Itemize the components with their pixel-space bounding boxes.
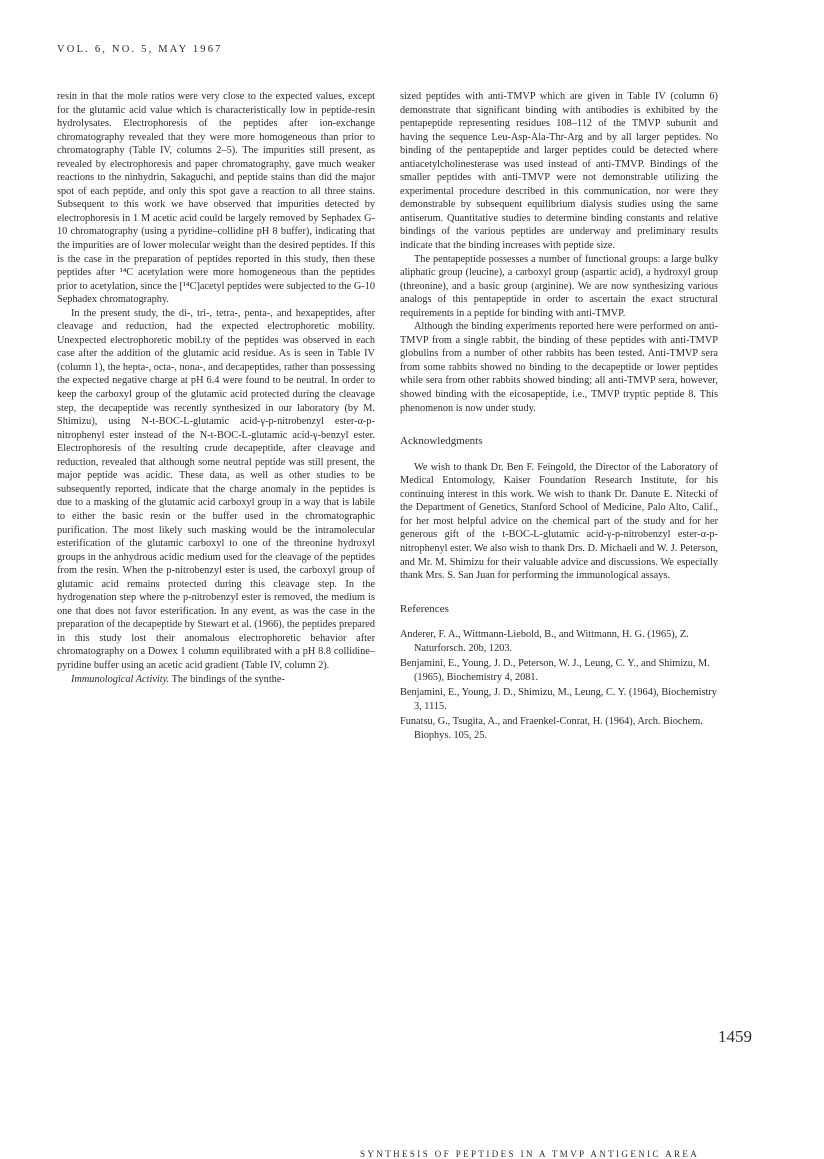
reference-item: Benjamini, E., Young, J. D., Shimizu, M., Leung, C. Y. (1964), Biochemistry 3, 1115. <box>400 687 717 712</box>
left-column <box>57 90 375 686</box>
right-paragraph-3: Although the binding experiments reported here were performed on anti-TMVP from a single rabbit, the binding of these peptides with anti-TMVP globulins from a number of other rabbits has been tested. Anti-TMVP sera from some rabbits showed no binding to the decapeptide or lower peptides while sera from other rabbits showed binding; all anti-TMVP sera, however, showed binding with the eicosapeptide, i.e., TMVP tryptic peptide 8. This phenomenon is now under study. <box>400 321 718 414</box>
running-foot: SYNTHESIS OF PEPTIDES IN A TMVP ANTIGENIC AREA <box>360 1149 700 1159</box>
left-paragraph-1: resin in that the mole ratios were very close to the expected values, except for the glutamic acid value which is characteristically low in peptide-resin hydrolysates. Electrophoresis of the peptides after ion-exchange chromatography revealed that they were more homogeneous than prior to chromatography (Table IV, columns 2–5). The impurities still present, as revealed by electrophoresis and paper chromatography, gave much weaker reactions to the ninhydrin, Sakaguchi, and peptide stains than did the major spot of each peptide, and only this spot gave a reaction to all three stains. Subsequent to this work we have observed that impurities detected by electrophoresis in 1 M acetic acid could be largely removed by Sephadex G-10 chromatography (using a pyridine–collidine pH 8 buffer), indicating that the impurities are of lower molecular weight than the desired peptides. If this is the case in the preparation of peptides reported in this study, then these peptides after ¹⁴C acetylation were more homogeneous than the peptides prior to acetylation, since the [¹⁴C]acetyl peptides were subjected to the G-10 Sephadex chromatography. <box>57 91 375 306</box>
right-column <box>400 90 718 745</box>
immunological-activity-heading: Immunological Activity. <box>71 673 170 685</box>
reference-item: Anderer, F. A., Wittmann-Liebold, B., and Wittmann, H. G. (1965), Z. Naturforsch. 20b, 1203. <box>400 629 689 654</box>
reference-item: Funatsu, G., Tsugita, A., and Fraenkel-Conrat, H. (1964), Arch. Biochem. Biophys. 105, 25. <box>400 716 703 741</box>
reference-item: Benjamini, E., Young, J. D., Peterson, W. J., Leung, C. Y., and Shimizu, M. (1965), Biochemistry 4, 2081. <box>400 658 710 683</box>
right-paragraph-2: The pentapeptide possesses a number of functional groups: a large bulky aliphatic group (leucine), a carboxyl group (aspartic acid), a hydroxyl group (threonine), and a basic group (arginine). We are now synthesizing various analogs of this pentapeptide in order to ascertain the exact structural requirements in a peptide for binding with anti-TMVP. <box>400 253 718 319</box>
left-paragraph-3-text: The bindings of the synthe- <box>169 673 285 685</box>
left-paragraph-3 <box>57 673 375 687</box>
acknowledgments-heading: Acknowledgments <box>400 435 483 448</box>
references-heading: References <box>400 602 449 615</box>
page-number: 1459 <box>718 1027 752 1046</box>
right-paragraph-1: sized peptides with anti-TMVP which are given in Table IV (column 6) demonstrate that significant binding with antibodies is exhibited by the pentapeptide representing residues 108–112 of the TMVP subunit and having the sequence Leu-Asp-Ala-Thr-Arg and by all larger peptides. No binding of the pentapeptide and larger peptides could be detected where antiacetylcholinesterase was used instead of anti-TMVP. Bindings of the smaller peptides with anti-TMVP were not demonstrable utilizing the experimental procedure described in this communication, nor were they demonstrable by subsequent equilibrium dialysis studies using the same antiserum. Quantitative studies to determine binding constants and relative bindings of the various peptides are underway and preliminary results indicate that the binding increases with peptide size. <box>400 91 718 252</box>
acknowledgments-text: We wish to thank Dr. Ben F. Feingold, the Director of the Laboratory of Medical Entomology, Kaiser Foundation Research Institute, for his continuing interest in this work. We wish to thank Dr. Danute E. Nitecki of the Department of Genetics, Stanford School of Medicine, Palo Alto, Calif., for her most helpful advice on the chemical part of the study and for her generous gift of the t-BOC-L-glutamic acid-γ-p-nitrobenzyl ester-α-p-nitrophenyl ester. We also wish to thank Drs. D. Michaeli and W. J. Peterson, and Mr. M. Shimizu for their valuable advice and discussions. We especially thank Mrs. S. San Juan for performing the immunological assays. <box>400 461 718 582</box>
left-paragraph-2: In the present study, the di-, tri-, tetra-, penta-, and hexapeptides, after cleavage and reduction, had the expected electrophoretic mobility. Unexpected electrophoretic mobil.ty of the peptides was observed in each case after the addition of the glutamic acid residue. As is seen in Table IV (column 1), the hepta-, octa-, nona-, and decapeptides, rather than possessing the expected negative charge at pH 6.4 were found to be neutral. In order to keep the carboxyl group of the glutamic acid protected during the cleavage step, the decapeptide was recently synthesized in our laboratory (by M. Shimizu), using N-t-BOC-L-glutamic acid-γ-p-nitrobenzyl ester-α-p-nitrophenyl ester instead of the N-t-BOC-L-glutamic acid-γ-benzyl ester. Electrophoresis of the resulting crude decapeptide, after cleavage and reduction, revealed that although some neutral peptide was still present, the major peptide was acidic. These data, as well as other studies to be subsequently reported, indicate that the charge anomaly in the peptides is due to a masking of the glutamic acid carboxyl group in a way that is labile to either the basic resin or the buffer used in the chromatographic purification. The most likely such masking would be the intramolecular esterification of the glutamic carboxyl to one of the threonine hydroxyl groups in the anhydrous acidic medium used for the cleavage of the peptides from the resin. When the p-nitrobenzyl ester is used, the carboxyl group of glutamic acid remains protected during this cleavage step. In the hydrogenation step where the p-nitrobenzyl ester is removed, the medium is one that does not favor esterification. In any event, as was the case in the preparation of the decapeptide by Stewart et al. (1966), the peptides prepared in this study lost their anomalous electrophoretic behavior after chromatography on a Dowex 1 column equilibrated with a pH 8.8 collidine–pyridine buffer using an acetic acid gradient (Table IV, column 2). <box>57 307 375 671</box>
references-list <box>400 628 718 742</box>
running-head: VOL. 6, NO. 5, MAY 1967 <box>57 44 223 55</box>
